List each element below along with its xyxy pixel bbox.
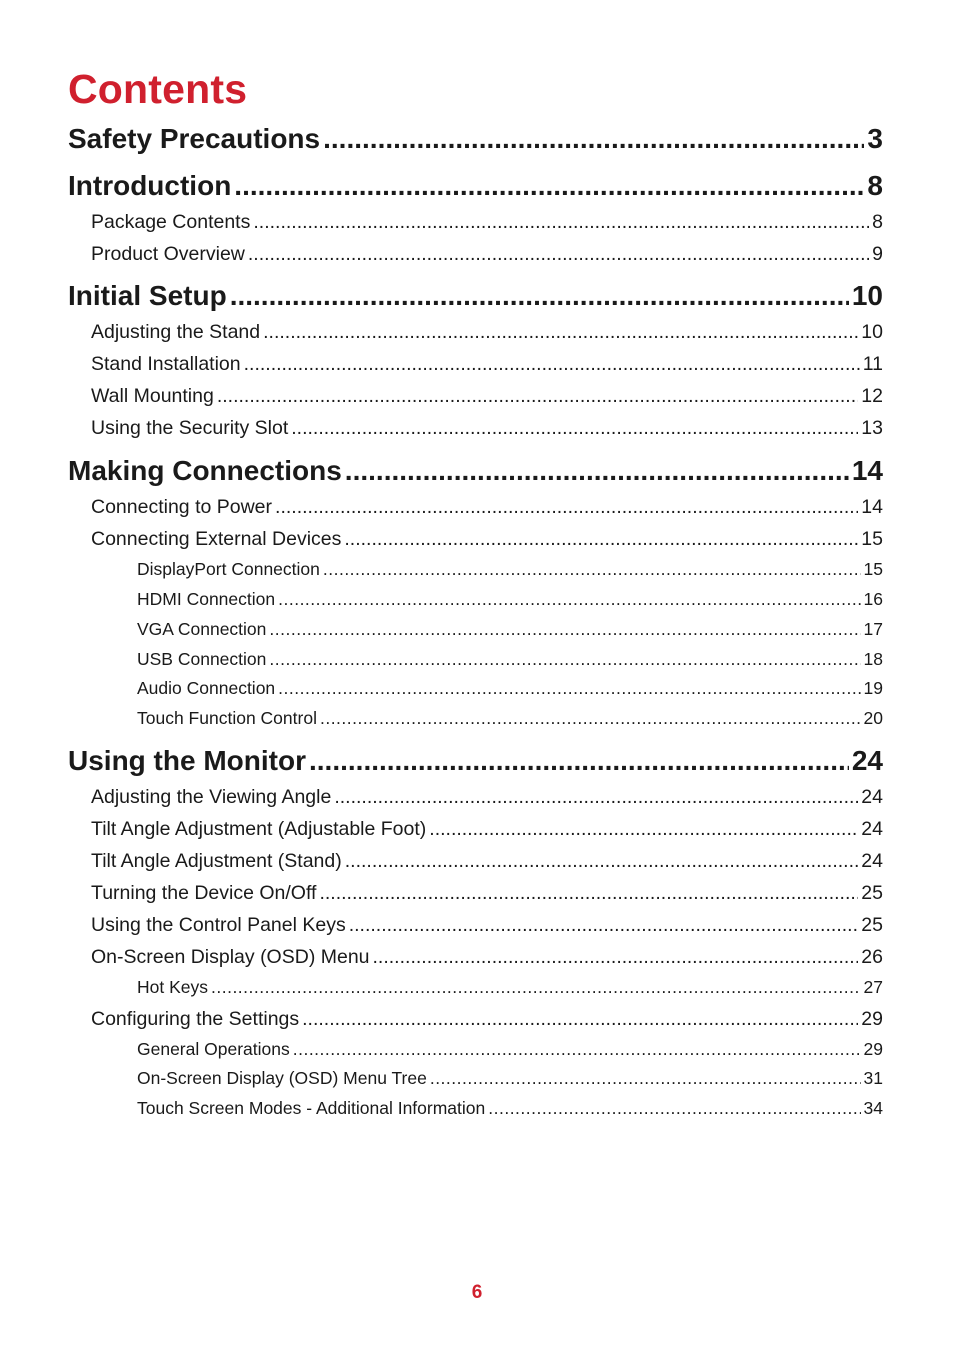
toc-entry-level-1[interactable] [68,167,883,205]
dot-leader [234,167,864,205]
toc-entry-page: 25 [861,914,883,936]
toc-entry-title: VGA Connection [137,619,267,639]
toc-entry-title: Connecting External Devices [91,528,342,550]
toc-entry-level-2[interactable] [91,783,883,811]
dot-leader [349,911,859,939]
toc-entry-title: Configuring the Settings [91,1008,300,1030]
toc-entry-level-1[interactable] [68,452,883,490]
toc-entry-title: Touch Function Control [137,708,317,728]
dot-leader [211,974,861,1000]
toc-entry-level-2[interactable] [91,318,883,346]
dot-leader [323,120,864,158]
toc-entry-page: 20 [863,708,883,728]
toc-entry-title: On-Screen Display (OSD) Menu [91,946,370,968]
toc-entry-level-2[interactable] [91,382,883,410]
dot-leader [302,1005,858,1033]
toc-entry-level-3[interactable] [137,705,883,731]
toc-entry-level-2[interactable] [91,208,883,236]
toc-entry-page: 3 [867,123,883,154]
toc-entry-page: 14 [851,455,883,486]
dot-leader [269,646,860,672]
toc-entry-title: DisplayPort Connection [137,559,320,579]
toc-entry-level-2[interactable] [91,911,883,939]
toc-entry-title: Using the Security Slot [91,417,289,439]
toc-entry-page: 31 [863,1068,883,1088]
toc-entry-page: 29 [861,1008,883,1030]
toc-entry-title: Tilt Angle Adjustment (Adjustable Foot) [91,818,427,840]
toc-entry-title: Making Connections [68,455,342,486]
toc-entry-page: 27 [863,977,883,997]
toc-entry-title: HDMI Connection [137,589,276,609]
toc-entry-page: 12 [861,385,883,407]
toc-entry-page: 18 [863,649,883,669]
toc-entry-page: 8 [872,211,883,233]
toc-entry-level-3[interactable] [137,616,883,642]
dot-leader [319,879,858,907]
dot-leader [345,847,859,875]
toc-entry-level-3[interactable] [137,646,883,672]
toc-entry-title: Initial Setup [68,280,227,311]
toc-entry-title: Adjusting the Viewing Angle [91,786,332,808]
toc-entry-level-2[interactable] [91,943,883,971]
toc-entry-level-2[interactable] [91,493,883,521]
toc-entry-level-2[interactable] [91,879,883,907]
toc-entry-level-3[interactable] [137,586,883,612]
toc-entry-title: Safety Precautions [68,123,321,154]
dot-leader [344,525,858,553]
toc-entry-title: On-Screen Display (OSD) Menu Tree [137,1068,427,1088]
dot-leader [253,208,869,236]
toc-entry-page: 24 [861,818,883,840]
dot-leader [291,414,858,442]
toc-entry-page: 15 [863,559,883,579]
toc-entry-title: Wall Mounting [91,385,214,407]
toc-entry-level-3[interactable] [137,556,883,582]
toc-entry-page: 26 [861,946,883,968]
toc-entry-page: 13 [861,417,883,439]
dot-leader [309,742,849,780]
toc-entry-title: Stand Installation [91,353,241,375]
dot-leader [323,556,861,582]
toc-entry-page: 24 [851,745,883,776]
dot-leader [429,815,858,843]
dot-leader [244,350,860,378]
toc-entry-page: 10 [861,321,883,343]
toc-entry-page: 25 [861,882,883,904]
toc-entry-level-3[interactable] [137,675,883,701]
dot-leader [269,616,860,642]
toc-entry-page: 29 [863,1039,883,1059]
toc-entry-level-1[interactable] [68,120,883,158]
dot-leader [293,1036,861,1062]
dot-leader [248,240,869,268]
toc-entry-title: Connecting to Power [91,496,273,518]
toc-entry-page: 16 [863,589,883,609]
toc-entry-page: 8 [867,170,883,201]
toc-entry-title: General Operations [137,1039,290,1059]
toc-entry-level-2[interactable] [91,1005,883,1033]
toc-entry-page: 14 [861,496,883,518]
toc-entry-level-2[interactable] [91,847,883,875]
toc-entry-title: Turning the Device On/Off [91,882,317,904]
dot-leader [278,675,860,701]
toc-entry-page: 19 [863,678,883,698]
toc-entry-level-3[interactable] [137,1065,883,1091]
toc-entry-level-2[interactable] [91,240,883,268]
toc-entry-page: 11 [862,353,883,375]
dot-leader [217,382,858,410]
toc-entry-title: Adjusting the Stand [91,321,261,343]
toc-entry-title: Hot Keys [137,977,208,997]
toc-entry-title: Touch Screen Modes - Additional Information [137,1098,486,1118]
toc-entry-level-3[interactable] [137,974,883,1000]
toc-entry-level-3[interactable] [137,1036,883,1062]
page-number: 6 [471,1282,483,1303]
toc-entry-title: Using the Monitor [68,745,306,776]
dot-leader [373,943,859,971]
toc-entry-title: Audio Connection [137,678,276,698]
dot-leader [430,1065,861,1091]
toc-entry-title: Product Overview [91,243,245,265]
toc-entry-page: 15 [861,528,883,550]
toc-entry-title: USB Connection [137,649,267,669]
toc-entry-title: Package Contents [91,211,251,233]
toc-entry-title: Using the Control Panel Keys [91,914,346,936]
toc-entry-level-3[interactable] [137,1095,883,1121]
toc-entry-page: 9 [872,243,883,265]
toc-entry-level-1[interactable] [68,277,883,315]
dot-leader [334,783,858,811]
dot-leader [345,452,849,490]
toc-entry-page: 10 [851,280,883,311]
dot-leader [275,493,858,521]
toc-entry-page: 17 [863,619,883,639]
toc-entry-title: Introduction [68,170,232,201]
toc-entry-page: 24 [861,850,883,872]
dot-leader [488,1095,860,1121]
toc-entry-level-2[interactable] [91,414,883,442]
toc-entry-level-2[interactable] [91,815,883,843]
dot-leader [320,705,861,731]
page-title: Contents [68,66,248,112]
dot-leader [263,318,858,346]
toc-entry-level-2[interactable] [91,525,883,553]
toc-entry-level-2[interactable] [91,350,883,378]
toc-entry-page: 24 [861,786,883,808]
toc-entry-level-1[interactable] [68,742,883,780]
dot-leader [230,277,849,315]
dot-leader [278,586,860,612]
toc-entry-title: Tilt Angle Adjustment (Stand) [91,850,342,872]
toc-entry-page: 34 [863,1098,883,1118]
